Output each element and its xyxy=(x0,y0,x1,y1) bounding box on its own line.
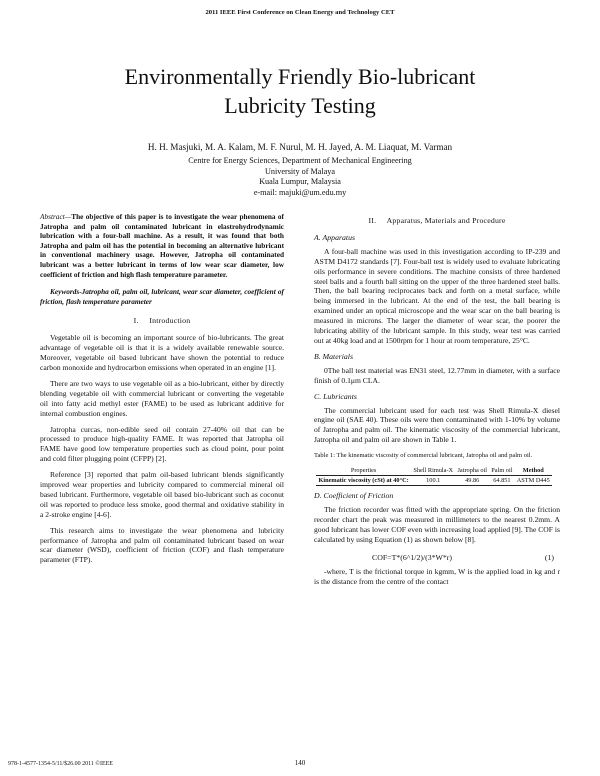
table-cell: 64.851 xyxy=(489,476,514,486)
intro-paragraph: Vegetable oil is becoming an important source of bio-lubricants. The great advantage of vegetable oil is that it is a widely available renewable source. Moreover, vegetable oil based lubricant have shown the potential to reduce carbon monoxide and hydrocarbon emissions when operated in an engine [1]. xyxy=(40,333,284,372)
paper-title xyxy=(40,62,560,120)
materials-paragraph: 0The ball test material was EN31 steel, 12.77mm in diameter, with a surface finish of 0.1μm CLA. xyxy=(314,365,560,385)
equation-text: COF=T*(6^1/2)/(3*W*r) xyxy=(372,552,452,562)
page-number: 140 xyxy=(294,759,306,767)
section-title: Apparatus, Materials and Procedure xyxy=(386,216,506,225)
table-header-row xyxy=(316,466,552,476)
table-header-cell: Method xyxy=(515,466,552,476)
table-row xyxy=(316,476,552,486)
subsection-lubricants: C. Lubricants xyxy=(314,391,357,401)
table-cell: 49.86 xyxy=(455,476,489,486)
title-line-1: Environmentally Friendly Bio-lubricant xyxy=(124,64,476,89)
right-column xyxy=(314,212,560,593)
apparatus-paragraph: A four-ball machine was used in this investigation according to IP-239 and ASTM D4172 standards [7]. Four-ball test is widely used to evaluate lubricating oils performance in severe conditions. The machine consists of three hardened steel balls and a fourth ball sitting on the upper of the three hardened steel balls. Then, the ball bearing reciprocates back and forth on a metal surface, while being immersed in the lubricant. At the end of the test, the ball bearing is examined under an optical microscope and the wear scar on the ball bearing is measured in microns. The larger the diameter of wear scar, the poorer the lubricating ability of the lubricant sample. In this study, wear test was carried out at 40kg load and at 1500rpm for 1 hour at room temperature, 25°C. xyxy=(314,246,560,345)
table-header-cell: Jatropha oil xyxy=(455,466,489,476)
abstract xyxy=(40,212,284,279)
table-cell: 100.1 xyxy=(411,476,455,486)
section-title: Introduction xyxy=(149,316,191,326)
title-line-2: Lubricity Testing xyxy=(224,93,376,118)
keywords: Keywords-Jatropha oil, palm oil, lubricant, wear scar diameter, coefficient of friction, flash temperature parameter xyxy=(40,287,284,306)
table-header-cell: Shell Rimula-X xyxy=(411,466,455,476)
equation xyxy=(314,551,560,567)
table-header-cell: Properties xyxy=(316,466,411,476)
subsection-materials: B. Materials xyxy=(314,351,353,361)
section-heading-apparatus xyxy=(314,216,560,226)
abstract-body: The objective of this paper is to investigate the wear phenomena of Jatropha and palm oil contaminated lubricant in elastrohydrodynamic lubrication with a four-ball machine. As a result, it was found that both Jatropha and palm oil has the potential in becoming an alternative lubricant in conventional machinery usage. However, Jatropha oil contaminated lubricant was a better lubricant in terms of low wear scar diameter, low coefficient of friction and high flash temperature parameter. xyxy=(40,212,284,279)
affiliation xyxy=(60,156,540,198)
intro-paragraph: This research aims to investigate the wear phenomena and lubricity performance of Jatropha and palm oil contaminated lubricant based on wear scar diameter (WSD), coefficient of friction (COF) and flash temperature parameter (FTP). xyxy=(40,525,284,565)
section-heading-introduction xyxy=(40,316,284,326)
cof-definition-paragraph: -where, T is the frictional torque in kgmm, W is the applied load in kg and r is the distance from the centre of the contact xyxy=(314,566,560,586)
intro-paragraph: There are two ways to use vegetable oil as a bio-lubricant, either by directly blending vegetable oil with commercial lubricant or converting the vegetable oil into fatty acid methyl ester (FAME) to be used as lubricant additive for internal combustion engines. xyxy=(40,378,284,418)
intro-paragraph: Reference [3] reported that palm oil-based lubricant blends significantly improved wear properties and lubricity compared to commercial mineral oil based lubricant. Furthermore, vegetable oil based bio-lubricant such as coconut oil was reported to produce less smoke, good thermal and oxidative stability in a 2-stroke engine [4-6]. xyxy=(40,470,284,519)
conference-header: 2011 IEEE First Conference on Clean Energy and Technology CET xyxy=(205,9,395,16)
affiliation-city: Kuala Lumpur, Malaysia xyxy=(259,177,341,187)
intro-paragraph: Jatropha curcas, non-edible seed oil contain 27-40% oil that can be processed to produce high-quality FAME. It was reported that Jatropha oil FAME have good low temperature properties such as cloud point, pour point and cold filter plugging point (CFPP) [2]. xyxy=(40,424,284,464)
section-number: I. xyxy=(133,316,139,326)
cof-paragraph: The friction recorder was fitted with the appropriate spring. On the friction recorder chart the peak was measured in millimeters to the nearest 0.2mm. A good lubricant has lower COF even with increasing load applied [9]. The COF is calculated by using Equation (1) as shown below [8]. xyxy=(314,505,560,545)
affiliation-university: University of Malaya xyxy=(264,166,336,176)
section-number: II. xyxy=(368,216,377,225)
lubricants-paragraph: The commercial lubricant used for each test was Shell Rimula-X diesel engine oil (SAE 40). These oils were then contaminated with 1-10% by volume of Jatropha and palm oil. The kinematic viscosity of the commercial lubricant, Jatropha oil and palm oil are shown in Table 1. xyxy=(314,405,560,445)
table-row-label: Kinematic viscosity (cSt) at 40°C: xyxy=(316,476,411,486)
table-caption: Table 1: The kinematic viscosity of commercial lubricant, Jatropha oil and palm oil. xyxy=(314,452,533,460)
viscosity-table xyxy=(316,466,552,487)
subsection-apparatus: A. Apparatus xyxy=(314,232,356,242)
affiliation-centre: Centre for Energy Sciences, Department of Mechanical Engineering xyxy=(188,156,412,165)
table-header-cell: Palm oil xyxy=(489,466,514,476)
left-column xyxy=(40,212,284,571)
footer-isbn: 978-1-4577-1354-5/11/$26.00 2011 ©IEEE xyxy=(8,761,113,767)
affiliation-email: e-mail: majuki@um.edu.my xyxy=(253,187,347,197)
authors: H. H. Masjuki, M. A. Kalam, M. F. Nurul, M. H. Jayed, A. M. Liaquat, M. Varman xyxy=(147,142,453,152)
abstract-lead: Abstract— xyxy=(40,212,72,221)
table-cell: ASTM D445 xyxy=(515,476,552,486)
equation-number: (1) xyxy=(544,552,554,562)
subsection-cof: D. Coefficient of Friction xyxy=(314,491,394,501)
